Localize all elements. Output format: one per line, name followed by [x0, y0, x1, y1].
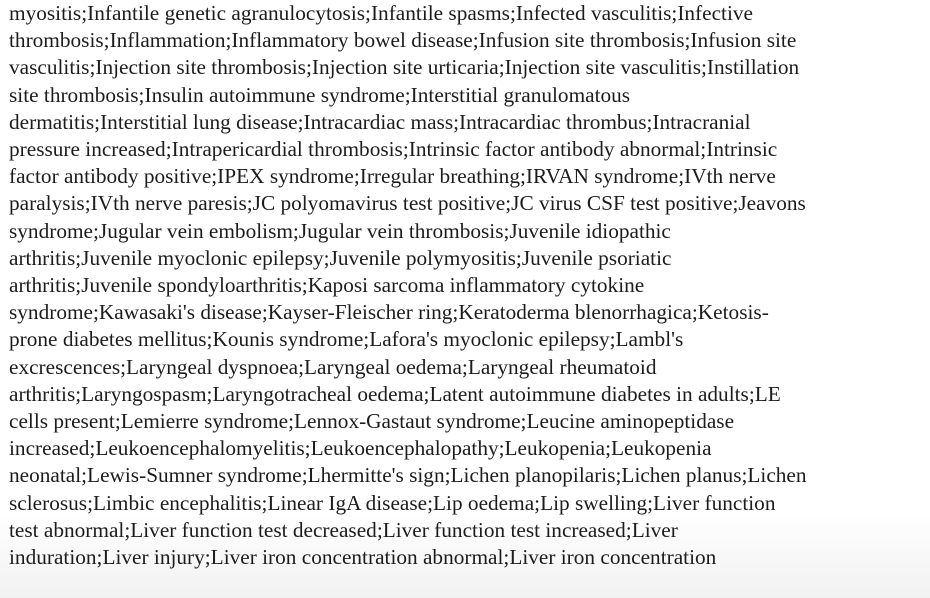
text-line: syndrome;Jugular vein embolism;Jugular vein thrombosis;Juvenile idiopathic	[9, 218, 671, 243]
text-line: arthritis;Juvenile myoclonic epilepsy;Juvenile polymyositis;Juvenile psoriatic	[9, 245, 672, 270]
text-line: factor antibody positive;IPEX syndrome;Irregular breathing;IRVAN syndrome;IVth nerve	[9, 164, 776, 189]
text-line: site thrombosis;Insulin autoimmune syndrome;Interstitial granulomatous	[9, 82, 631, 107]
text-line: pressure increased;Intrapericardial thrombosis;Intrinsic factor antibody abnormal;Intrinsic	[9, 137, 778, 162]
text-line: paralysis;IVth nerve paresis;JC polyomavirus test positive;JC virus CSF test positive;Jeavons	[9, 191, 806, 216]
text-line: neonatal;Lewis-Sumner syndrome;Lhermitte's sign;Lichen planopilaris;Lichen planus;Lichen	[9, 463, 807, 488]
text-line: increased;Leukoencephalomyelitis;Leukoencephalopathy;Leukopenia;Leukopenia	[9, 436, 712, 461]
text-line: vasculitis;Injection site thrombosis;Injection site urticaria;Injection site vasculitis;Instillation	[9, 55, 800, 80]
text-line: syndrome;Kawasaki's disease;Kayser-Fleischer ring;Keratoderma blenorrhagica;Ketosis-	[9, 300, 769, 325]
text-line: test abnormal;Liver function test decreased;Liver function test increased;Liver	[9, 517, 678, 542]
text-line: induration;Liver injury;Liver iron concentration abnormal;Liver iron concentration	[9, 545, 717, 570]
text-line: dermatitis;Interstitial lung disease;Intracardiac mass;Intracardiac thrombus;Intracranial	[9, 109, 751, 134]
text-line: prone diabetes mellitus;Kounis syndrome;Lafora's myoclonic epilepsy;Lambl's	[9, 327, 684, 352]
text-line: arthritis;Juvenile spondyloarthritis;Kaposi sarcoma inflammatory cytokine	[9, 273, 645, 298]
text-line: arthritis;Laryngospasm;Laryngotracheal oedema;Latent autoimmune diabetes in adults;LE	[9, 381, 781, 406]
text-line: excrescences;Laryngeal dyspnoea;Laryngeal oedema;Laryngeal rheumatoid	[9, 354, 657, 379]
text-line: sclerosus;Limbic encephalitis;Linear IgA disease;Lip oedema;Lip swelling;Liver function	[9, 490, 776, 515]
text-line: myositis;Infantile genetic agranulocytosis;Infantile spasms;Infected vasculitis;Infective	[9, 1, 753, 25]
text-line: cells present;Lemierre syndrome;Lennox-Gastaut syndrome;Leucine aminopeptidase	[9, 409, 735, 434]
text-line: thrombosis;Inflammation;Inflammatory bowel disease;Infusion site thrombosis;Infusion site	[9, 28, 797, 53]
document-text-block	[9, 0, 921, 571]
